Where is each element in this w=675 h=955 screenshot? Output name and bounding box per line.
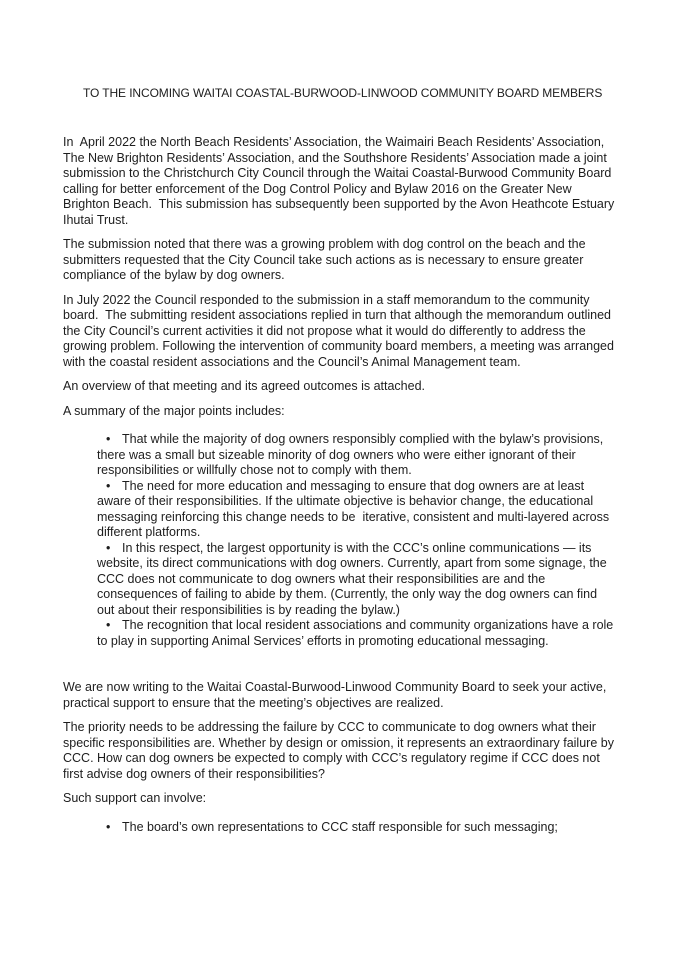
bullet-item-education-need bbox=[97, 479, 617, 541]
bullet-text: The recognition that local resident associations and community organizations have a role to play in supporting Animal Services’ efforts in promoting educational messaging. bbox=[97, 618, 617, 648]
bullet-icon: • bbox=[106, 432, 111, 446]
paragraph-writing-to-board: We are now writing to the Waitai Coastal-Burwood-Linwood Community Board to seek your active, practical support to ensure that the meeting’s objectives are realized. bbox=[63, 680, 610, 710]
bullet-text: In this respect, the largest opportunity is with the CCC’s online communications — its website, its direct communications with dog owners. Currently, apart from some signage, the CCC does not communicate to dog owners what their responsibilities are and the consequences of failing to abide by them. (Currently, the only way the dog owners can find out about their responsibilities is by reading the bylaw.) bbox=[97, 540, 611, 617]
paragraph-overview-attached: An overview of that meeting and its agreed outcomes is attached. bbox=[63, 379, 426, 393]
bullet-icon: • bbox=[106, 540, 111, 555]
paragraph-submission-noted: The submission noted that there was a growing problem with dog control on the beach and the submitters requested that the City Council take such actions as is necessary to ensure greater compliance of the bylaw by dog owners. bbox=[63, 237, 590, 282]
bullet-text: The board’s own representations to CCC staff responsible for such messaging; bbox=[122, 819, 558, 834]
bullet-icon: • bbox=[106, 478, 111, 493]
paragraph-submission-history: In April 2022 the North Beach Residents’ Association, the Waimairi Beach Residents’ Association, The New Brighton Residents’ Association, and the Southshore Residents’ Association made a joint submission to the Christchurch City Council through the Waitai Coastal-Burwood Community Board calling for better enforcement of the Dog Control Policy and Bylaw 2016 on the Greater New Brighton Beach. This submission has subsequently been supported by the Avon Heathcote Estuary Ihutai Trust. bbox=[63, 135, 618, 227]
document-title: TO THE INCOMING WAITAI COASTAL-BURWOOD-LINWOOD COMMUNITY BOARD MEMBERS bbox=[83, 86, 603, 100]
paragraph-priority-failure: The priority needs to be addressing the failure by CCC to communicate to dog owners what their specific responsibilities are. Whether by design or omission, it represents an extraordinary failure by CCC. How can dog owners be expected to comply with CCC’s regulatory regime if CCC does not first advise dog owners of their responsibilities? bbox=[63, 720, 618, 781]
bullet-text: That while the majority of dog owners responsibly complied with the bylaw’s provisions, there was a small but sizeable minority of dog owners who were either ignorant of their responsibilities or willfully chose not to comply with them. bbox=[97, 432, 607, 477]
bullet-item-local-associations-role bbox=[97, 618, 617, 649]
summary-bullet-list bbox=[63, 428, 617, 649]
bullet-icon: • bbox=[106, 819, 111, 834]
paragraph-support-intro: Such support can involve: bbox=[63, 791, 207, 805]
paragraph-summary-intro: A summary of the major points includes: bbox=[63, 403, 285, 418]
paragraph-council-response: In July 2022 the Council responded to the submission in a staff memorandum to the community board. The submitting resident associations replied in turn that although the memorandum outlined the City Council’s current activities it did not propose what it would do differently to address the growing problem. Following the intervention of community board members, a meeting was arranged with the coastal resident associations and the Council’s Animal Management team. bbox=[63, 292, 618, 369]
support-bullet-list bbox=[63, 816, 617, 836]
bullet-item-online-communications bbox=[97, 541, 617, 619]
bullet-item-board-representations bbox=[97, 820, 617, 836]
bullet-item-majority-complied bbox=[97, 432, 617, 479]
bullet-text: The need for more education and messaging to ensure that dog owners are at least aware of their responsibilities. If the ultimate objective is behavior change, the educational messaging reinforcing this change needs to be iterative, consistent and multi-layered across different platforms. bbox=[97, 478, 613, 539]
bullet-icon: • bbox=[106, 618, 111, 632]
